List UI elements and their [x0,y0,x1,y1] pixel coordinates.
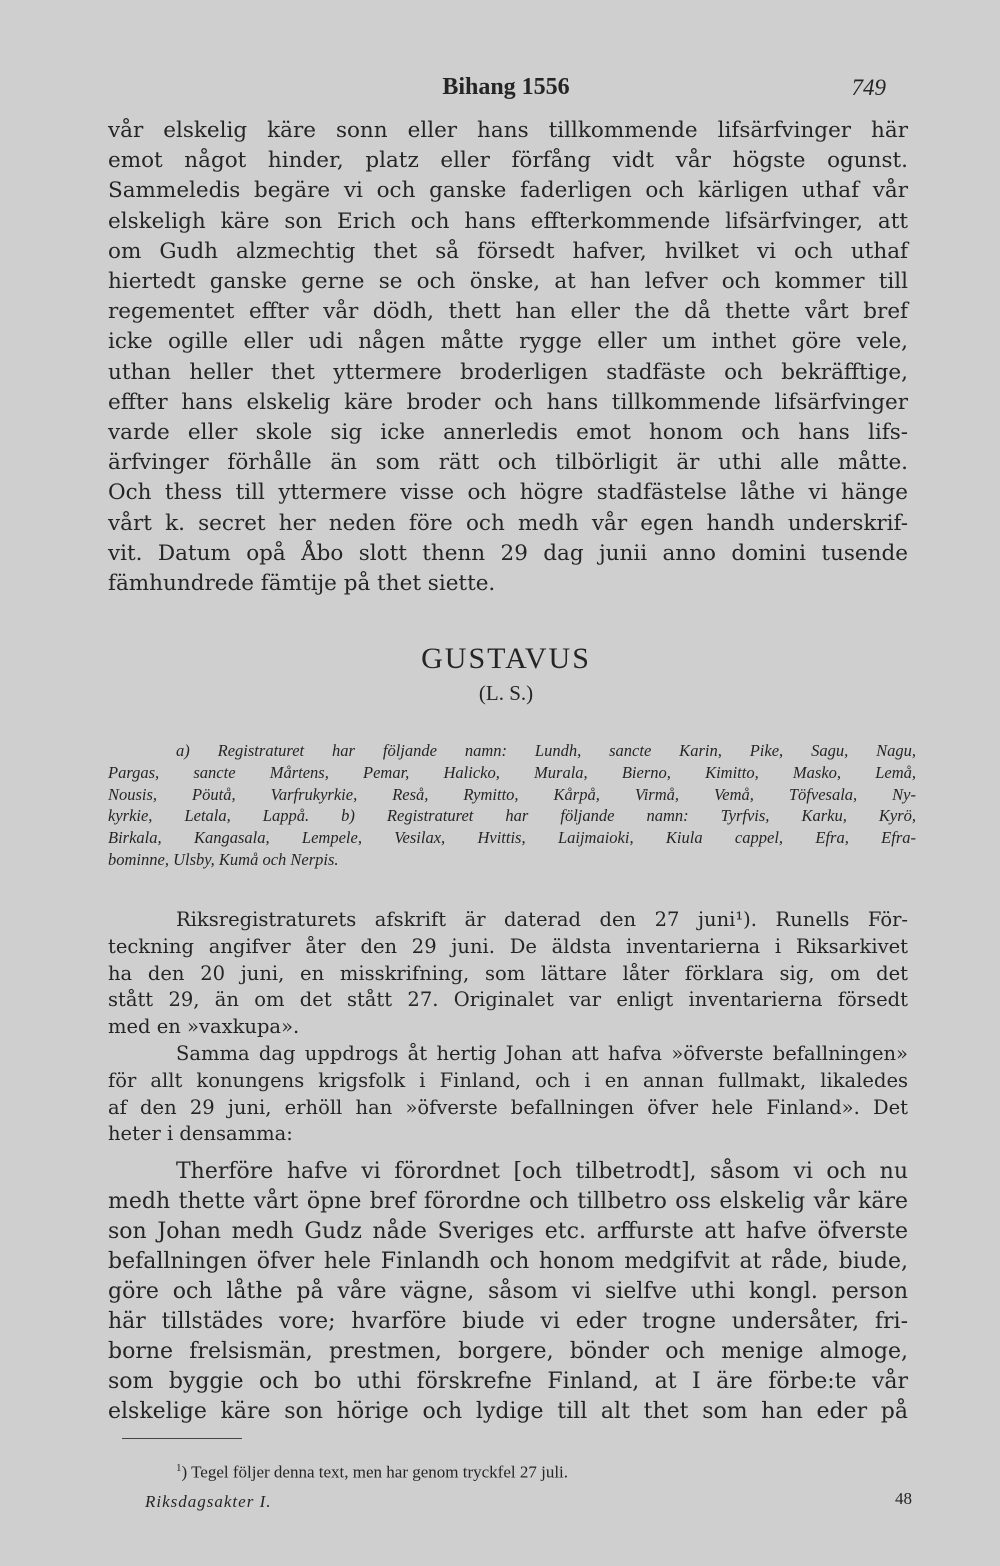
text-line: fämhundrede fämtije på thet siette. [108,571,496,597]
note-line: a) Registraturet har följande namn: Lundh, sancte Karin, Pike, Sagu, Nagu, [176,741,916,760]
text-line: uthan heller thet yttermere broderligen stadfäste och bekräfftige, [108,359,908,385]
text-line: emot något hinder, platz eller förfång vidt vår högste ogunst. [108,148,908,174]
running-title: Bihang 1556 [442,74,570,100]
text-line: ärfvinger förhålle än som rätt och tilbörligit är uthi alle måtte. [108,450,908,476]
sheet-number: 48 [895,1489,912,1508]
text-line: vit. Datum opå Åbo slott thenn 29 dag junii anno domini tusende [108,540,908,566]
text-line: Sammeledis begäre vi och ganske faderligen och kärligen uthaf vår [108,178,908,204]
note-line: bominne, Ulsby, Kumå och Nerpis. [108,849,339,869]
text-line: af den 29 juni, erhöll han »öfverste befallningen öfver hele Finland». Det [108,1095,908,1119]
note-line: Nousis, Pöutå, Varfrukyrkie, Reså, Rymitto, Kårpå, Virmå, Vemå, Töfvesala, Ny- [108,784,916,804]
running-head [106,72,906,106]
footnote-text: ) Tegel följer denna text, men har genom tryckfel 27 juli. [181,1462,569,1482]
printer-signature-mark: Riksdagsakter I. [145,1492,272,1511]
second-charter-text [108,1157,908,1427]
text-line: som byggie och bo uthi förskrefne Finland, at I äre förbe:te vår [108,1369,908,1394]
footnote-divider [122,1438,242,1439]
text-line: här tillstädes vore; hvarföre biude vi eder trogne undersåter, fri- [108,1309,908,1334]
text-line: effter hans elskelig käre broder och hans tillkommende lifsärfvinger [108,389,908,415]
text-line: med en »vaxkupa». [108,1015,300,1039]
note-line: kyrkie, Letala, Lappå. b) Registraturet har följande namn: Tyrfvis, Karku, Kyrö, [108,806,916,826]
text-line: heter i densamma: [108,1122,293,1146]
text-line: Och thess till yttermere visse och högre stadfästelse låthe vi hänge [108,480,908,506]
text-line: varde eller skole sig icke annerledis emot honom och hans lifs- [108,420,908,446]
text-line: ha den 20 juni, en misskrifning, som lättare låter förklara sig, om det [108,961,908,985]
text-line: regementet effter vår dödh, thett han eller the då thette vårt bref [108,299,908,325]
text-line: Therföre hafve vi förordnet [och tilbetrodt], såsom vi och nu [176,1159,908,1184]
text-line: om Gudh alzmechtig thet så försedt hafver, hvilket vi och uthaf [108,238,908,264]
text-line: icke ogille eller udi någen måtte rygge eller um inthet göre vele, [108,329,908,355]
text-line: medh thette vårt öpne bref förordne och tillbetro oss elskelig vår käre [108,1189,908,1214]
text-line: son Johan medh Gudz nåde Sveriges etc. arffurste att hafve öfverste [108,1219,908,1244]
note-line: Birkala, Kangasala, Lempele, Vesilax, Hvittis, Laijmaioki, Kiula cappel, Efra, Efra- [108,828,916,848]
text-line: göre och låthe på våre vägne, såsom vi sielfve uthi kongl. person [108,1279,908,1304]
text-line: Riksregistraturets afskrift är daterad den 27 juni¹). Runells För- [176,908,908,931]
footnote [176,1462,568,1483]
text-line: stått 29, än om det stått 27. Originalet var enligt inventarierna försedt [108,988,908,1012]
text-line: borne frelsismän, prestmen, borgere, bönder och menige almoge, [108,1339,908,1364]
text-line: för allt konungens krigsfolk i Finland, och i en annan fullmakt, likaledes [108,1068,908,1092]
text-line: vår elskelig käre sonn eller hans tillkommende lifsärfvinger här [108,118,908,143]
text-line: teckning angifver åter den 29 juni. De äldsta inventarierna i Riksarkivet [108,934,908,958]
text-line: Samma dag uppdrogs åt hertig Johan att hafva »öfverste befallningen» [176,1041,908,1065]
text-line: hiertedt ganske gerne se och önske, at han lefver och kommer till [108,269,908,295]
text-line: vårt k. secret her neden före och medh vår egen handh underskrif- [108,510,908,536]
charter-text [108,116,908,599]
note-line: Pargas, sancte Mårtens, Pemar, Halicko, Murala, Bierno, Kimitto, Masko, Lemå, [108,762,916,782]
editorial-commentary [108,907,908,1148]
text-line: befallningen öfver hele Finlandh och honom medgifvit at råde, biude, [108,1249,908,1274]
variant-notes [108,740,916,871]
footnote-marker: 1 [176,1462,182,1474]
page-number: 749 [851,75,886,100]
royal-signature: GUSTAVUS [421,642,591,675]
text-line: elskelige käre son hörige och lydige till alt thet som han eder på [108,1399,908,1424]
text-line: elskeligh käre son Erich och hans effterkommende lifsärfvinger, att [108,208,908,234]
seal-mark: (L. S.) [478,681,534,705]
